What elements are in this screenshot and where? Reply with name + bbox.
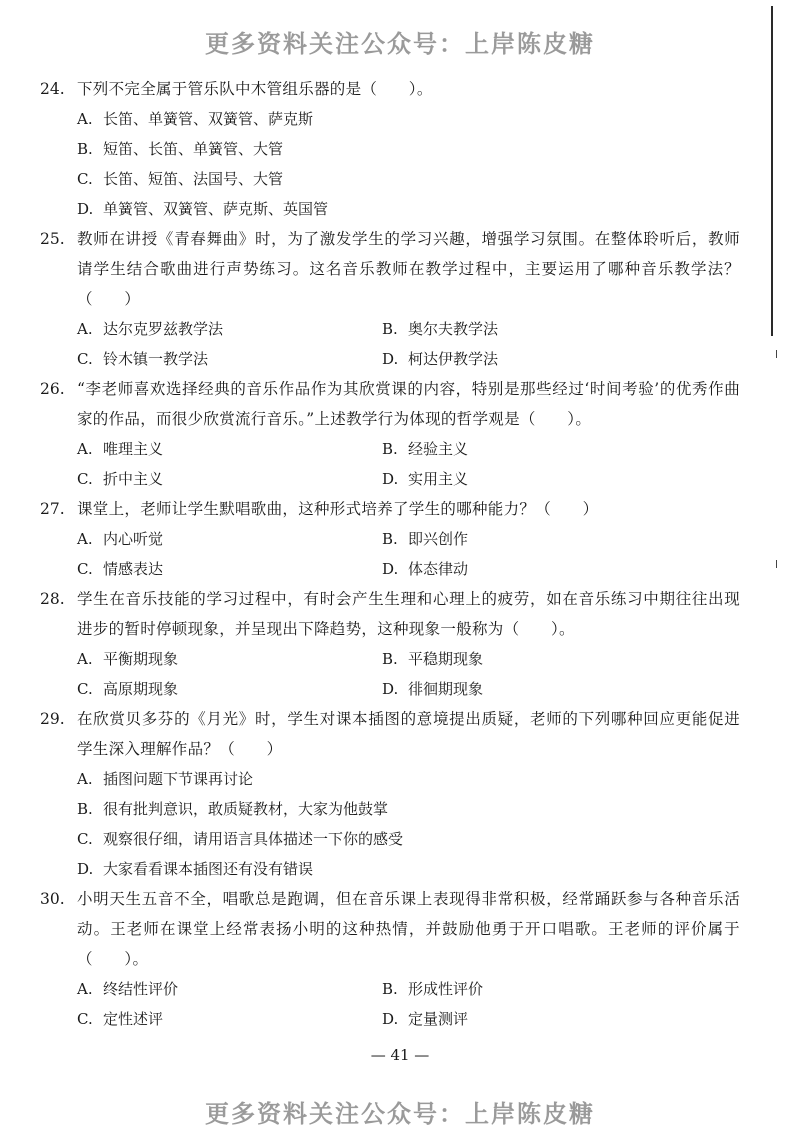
question-stem: 教师在讲授《青春舞曲》时，为了激发学生的学习兴趣，增强学习氛围。在整体聆听后，教师请学生结合歌曲进行声势练习。这名音乐教师在教学过程中，主要运用了哪种音乐教学法？（ ） (77, 230, 740, 308)
option-a: A. 终结性评价 (77, 980, 179, 998)
watermark-banner-bottom: 更多资料关注公众号：上岸陈皮糖 (205, 1100, 595, 1128)
option-d: D. 大家看看课本插图还有没有错误 (77, 860, 314, 878)
option-d: D. 实用主义 (382, 470, 469, 488)
binding-edge-line (771, 6, 773, 336)
option-d: D. 定量测评 (382, 1010, 469, 1028)
question-stem: 小明天生五音不全，唱歌总是跑调，但在音乐课上表现得非常积极，经常踊跃参与各种音乐活动。王老师在课堂上经常表扬小明的这种热情，并鼓励他勇于开口唱歌。王老师的评价属于（ ）。 (77, 890, 740, 968)
option-c: C. 铃木镇一教学法 (77, 350, 209, 368)
question-28 (40, 584, 740, 704)
option-c: C. 长笛、短笛、法国号、大管 (77, 170, 284, 188)
question-29 (40, 704, 740, 884)
option-d: D. 体态律动 (382, 560, 469, 578)
question-number: 27. (40, 500, 65, 518)
question-number: 24. (40, 80, 65, 98)
option-b: B. 很有批判意识，敢质疑教材，大家为他鼓掌 (77, 800, 389, 818)
question-stem: “李老师喜欢选择经典的音乐作品作为其欣赏课的内容，特别是那些经过‘时间考验’的优秀作曲家的作品，而很少欣赏流行音乐。”上述教学行为体现的哲学观是（ ）。 (77, 380, 740, 428)
option-d: D. 单簧管、双簧管、萨克斯、英国管 (77, 200, 329, 218)
question-24 (40, 74, 740, 224)
option-a: A. 插图问题下节课再讨论 (77, 770, 254, 788)
option-a: A. 唯理主义 (77, 440, 164, 458)
option-a: A. 平衡期现象 (77, 650, 179, 668)
question-number: 30. (40, 890, 65, 908)
option-a: A. 内心听觉 (77, 530, 164, 548)
option-c: C. 情感表达 (77, 560, 164, 578)
option-list (77, 314, 740, 374)
question-number: 28. (40, 590, 65, 608)
question-30 (40, 884, 740, 1034)
option-list (77, 764, 740, 884)
watermark-banner-top: 更多资料关注公众号：上岸陈皮糖 (205, 30, 595, 58)
option-list (77, 644, 740, 704)
option-b: B. 形成性评价 (382, 980, 484, 998)
option-c: C. 折中主义 (77, 470, 164, 488)
question-number: 25. (40, 230, 65, 248)
option-b: B. 平稳期现象 (382, 650, 484, 668)
option-c: C. 观察很仔细，请用语言具体描述一下你的感受 (77, 830, 404, 848)
binding-edge-mark (776, 350, 777, 358)
question-26 (40, 374, 740, 494)
option-b: B. 奥尔夫教学法 (382, 320, 499, 338)
option-a: A. 达尔克罗兹教学法 (77, 320, 224, 338)
binding-edge-mark (776, 560, 777, 568)
question-stem: 学生在音乐技能的学习过程中，有时会产生生理和心理上的疲劳，如在音乐练习中期往往出现进步的暂时停顿现象，并呈现出下降趋势，这种现象一般称为（ ）。 (77, 590, 740, 638)
question-number: 26. (40, 380, 65, 398)
option-list (77, 104, 740, 224)
option-list (77, 974, 740, 1034)
question-stem: 在欣赏贝多芬的《月光》时，学生对课本插图的意境提出质疑，老师的下列哪种回应更能促进学生深入理解作品？（ ） (77, 710, 740, 758)
option-list (77, 524, 740, 584)
option-list (77, 434, 740, 494)
question-list (40, 74, 740, 1034)
option-b: B. 即兴创作 (382, 530, 469, 548)
option-a: A. 长笛、单簧管、双簧管、萨克斯 (77, 110, 314, 128)
option-c: C. 定性述评 (77, 1010, 164, 1028)
question-25 (40, 224, 740, 374)
question-stem: 下列不完全属于管乐队中木管组乐器的是（ ）。 (77, 80, 433, 98)
option-b: B. 短笛、长笛、单簧管、大管 (77, 140, 284, 158)
question-number: 29. (40, 710, 65, 728)
option-d: D. 徘徊期现象 (382, 680, 484, 698)
option-b: B. 经验主义 (382, 440, 469, 458)
question-27 (40, 494, 740, 584)
question-stem: 课堂上，老师让学生默唱歌曲，这种形式培养了学生的哪种能力？（ ） (77, 500, 599, 518)
page-number: — 41 — (370, 1046, 430, 1064)
option-c: C. 高原期现象 (77, 680, 179, 698)
option-d: D. 柯达伊教学法 (382, 350, 499, 368)
